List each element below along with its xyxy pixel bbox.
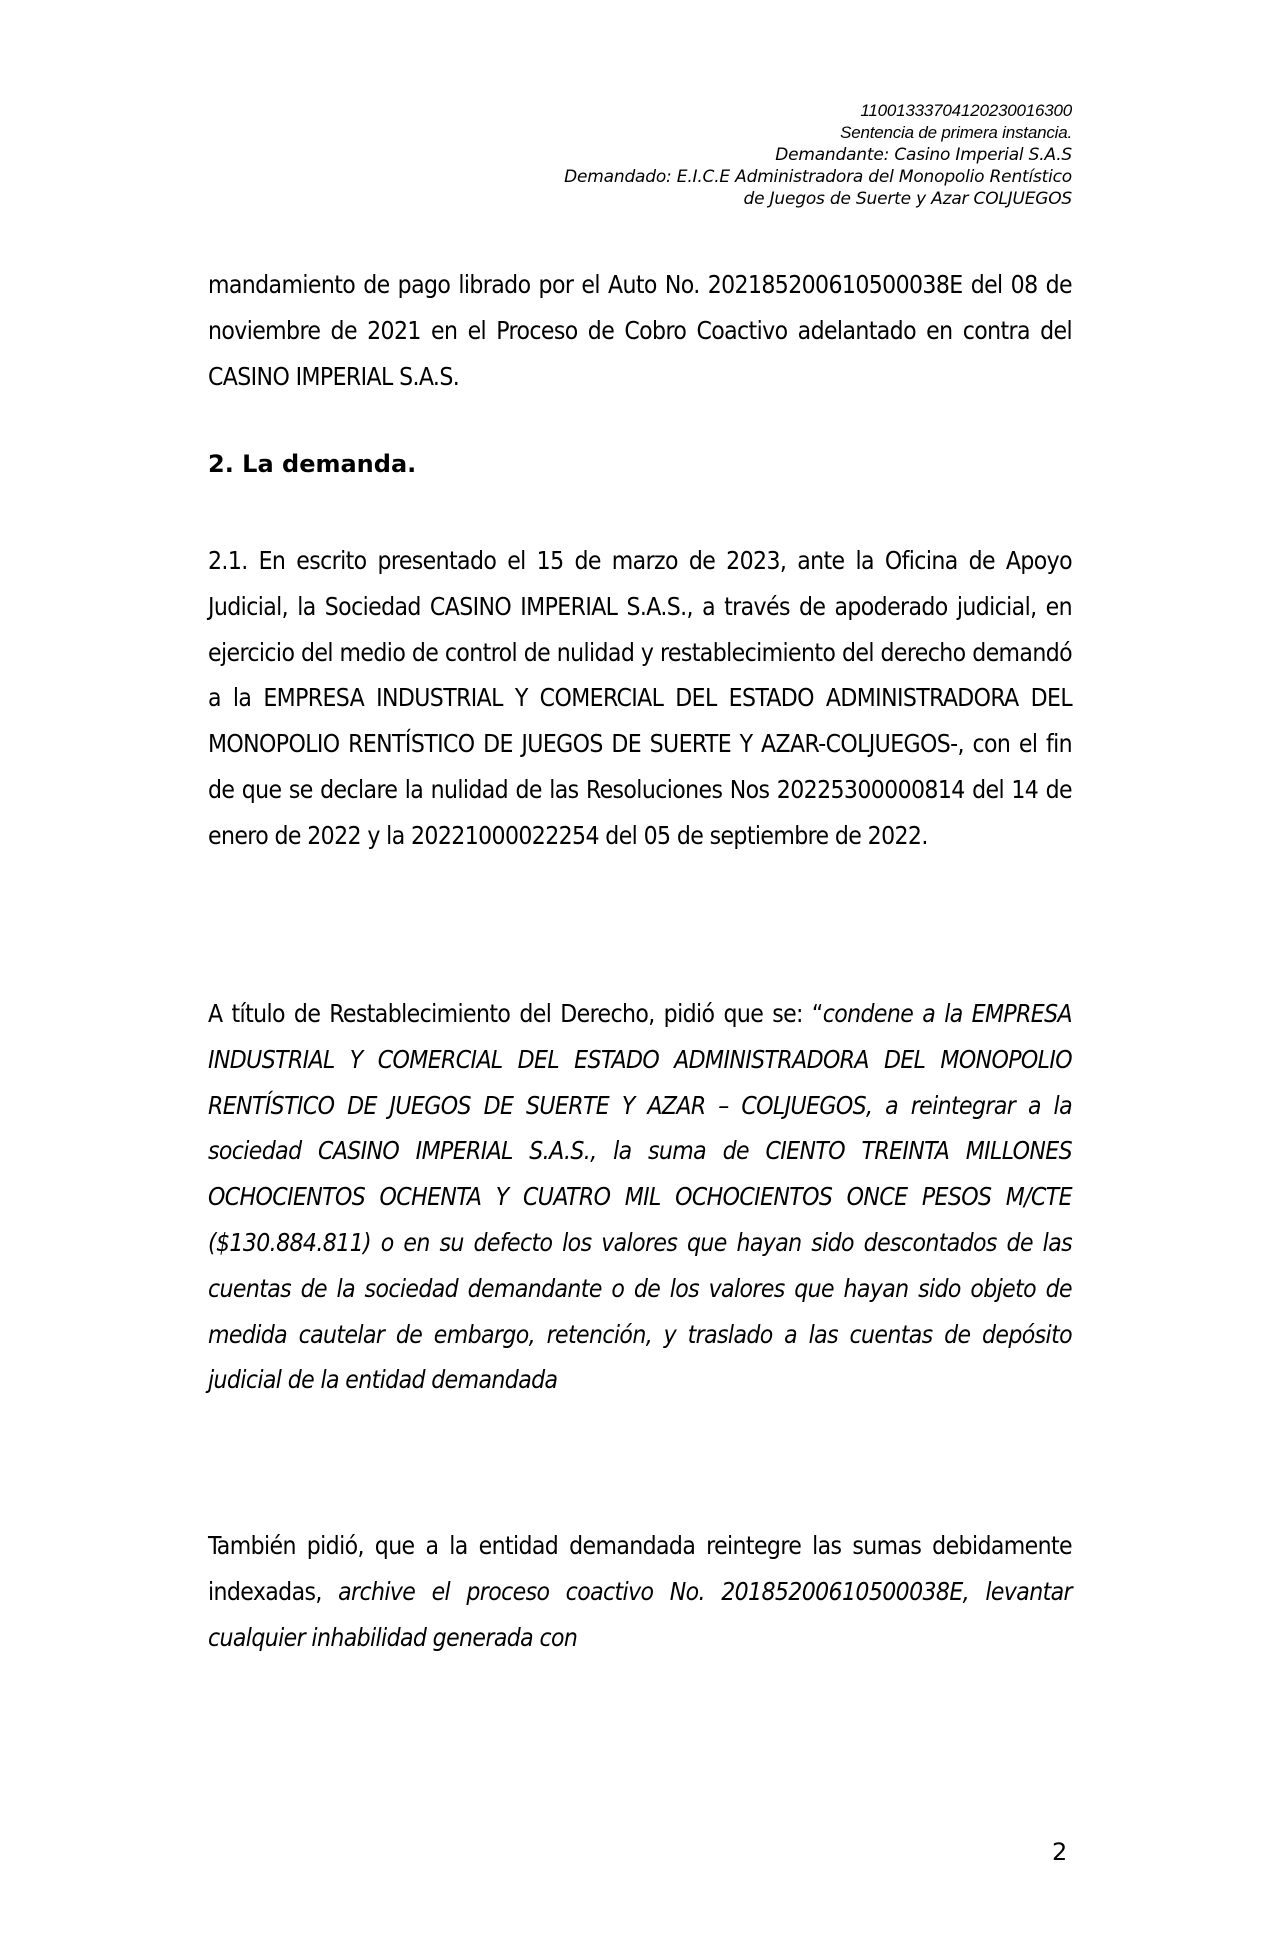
case-number: 11001333704120230016300: [860, 101, 1072, 120]
document-type: Sentencia de primera instancia.: [840, 123, 1072, 142]
paragraph-text: [208, 991, 1072, 1403]
paragraph-text: mandamiento de pago librado por el Auto No. 202185200610500038E del 08 de noviembre de 2021 en el Proceso de Cobro Coactivo adelantado en contra del CASINO IMPERIAL S.A.S.: [208, 270, 1072, 391]
paragraph-text: [208, 1523, 1072, 1660]
paragraph-intro: A título de Restablecimiento del Derecho, pidió que se: “: [208, 999, 823, 1028]
quoted-request: condene a la EMPRESA INDUSTRIAL Y COMERCIAL DEL ESTADO ADMINISTRADORA DEL MONOPOLIO RENTÍSTICO DE JUEGOS DE SUERTE Y AZAR – COLJUEGOS, a reintegrar a la sociedad CASINO IMPERIAL S.A.S., la suma de CIENTO TREINTA MILLONES OCHOCIENTOS OCHENTA Y CUATRO MIL OCHOCIENTOS ONCE PESOS M/CTE ($130.884.811) o en su defecto los valores que hayan sido descontados de las cuentas de la sociedad demandante o de los valores que hayan sido objeto de medida cautelar de embargo, retención, y traslado a las cuentas de depósito judicial de la entidad demandada: [208, 999, 1073, 1395]
paragraph-intro: También pidió, que a la entidad demandada reintegre las sumas debidamente indexadas,: [208, 1531, 1072, 1606]
quoted-request: archive el proceso coactivo No. 20185200610500038E, levantar cualquier inhabilidad generada con: [208, 1576, 1072, 1652]
paragraph-tambien: [208, 1523, 1072, 1660]
page-number: 2: [1052, 1838, 1068, 1866]
defendant-line-1: Demandado: E.I.C.E Administradora del Monopolio Rentístico: [564, 167, 1072, 187]
paragraph-continuation: [208, 262, 1072, 399]
document-header: [564, 100, 1072, 210]
paragraph-2-1: [208, 538, 1072, 859]
section-heading: 2. La demanda.: [208, 450, 417, 478]
plaintiff-line: Demandante: Casino Imperial S.A.S: [775, 145, 1072, 165]
defendant-line-2: de Juegos de Suerte y Azar COLJUEGOS: [743, 189, 1072, 209]
paragraph-text: 2.1. En escrito presentado el 15 de marzo de 2023, ante la Oficina de Apoyo Judicial, la Sociedad CASINO IMPERIAL S.A.S., a través de apoderado judicial, en ejercicio del medio de control de nulidad y restablecimiento del derecho demandó a la EMPRESA INDUSTRIAL Y COMERCIAL DEL ESTADO ADMINISTRADORA DEL MONOPOLIO RENTÍSTICO DE JUEGOS DE SUERTE Y AZAR-COLJUEGOS-, con el fin de que se declare la nulidad de las Resoluciones Nos 20225300000814 del 14 de enero de 2022 y la 20221000022254 del 05 de septiembre de 2022.: [208, 546, 1072, 850]
paragraph-restablecimiento: [208, 991, 1072, 1403]
